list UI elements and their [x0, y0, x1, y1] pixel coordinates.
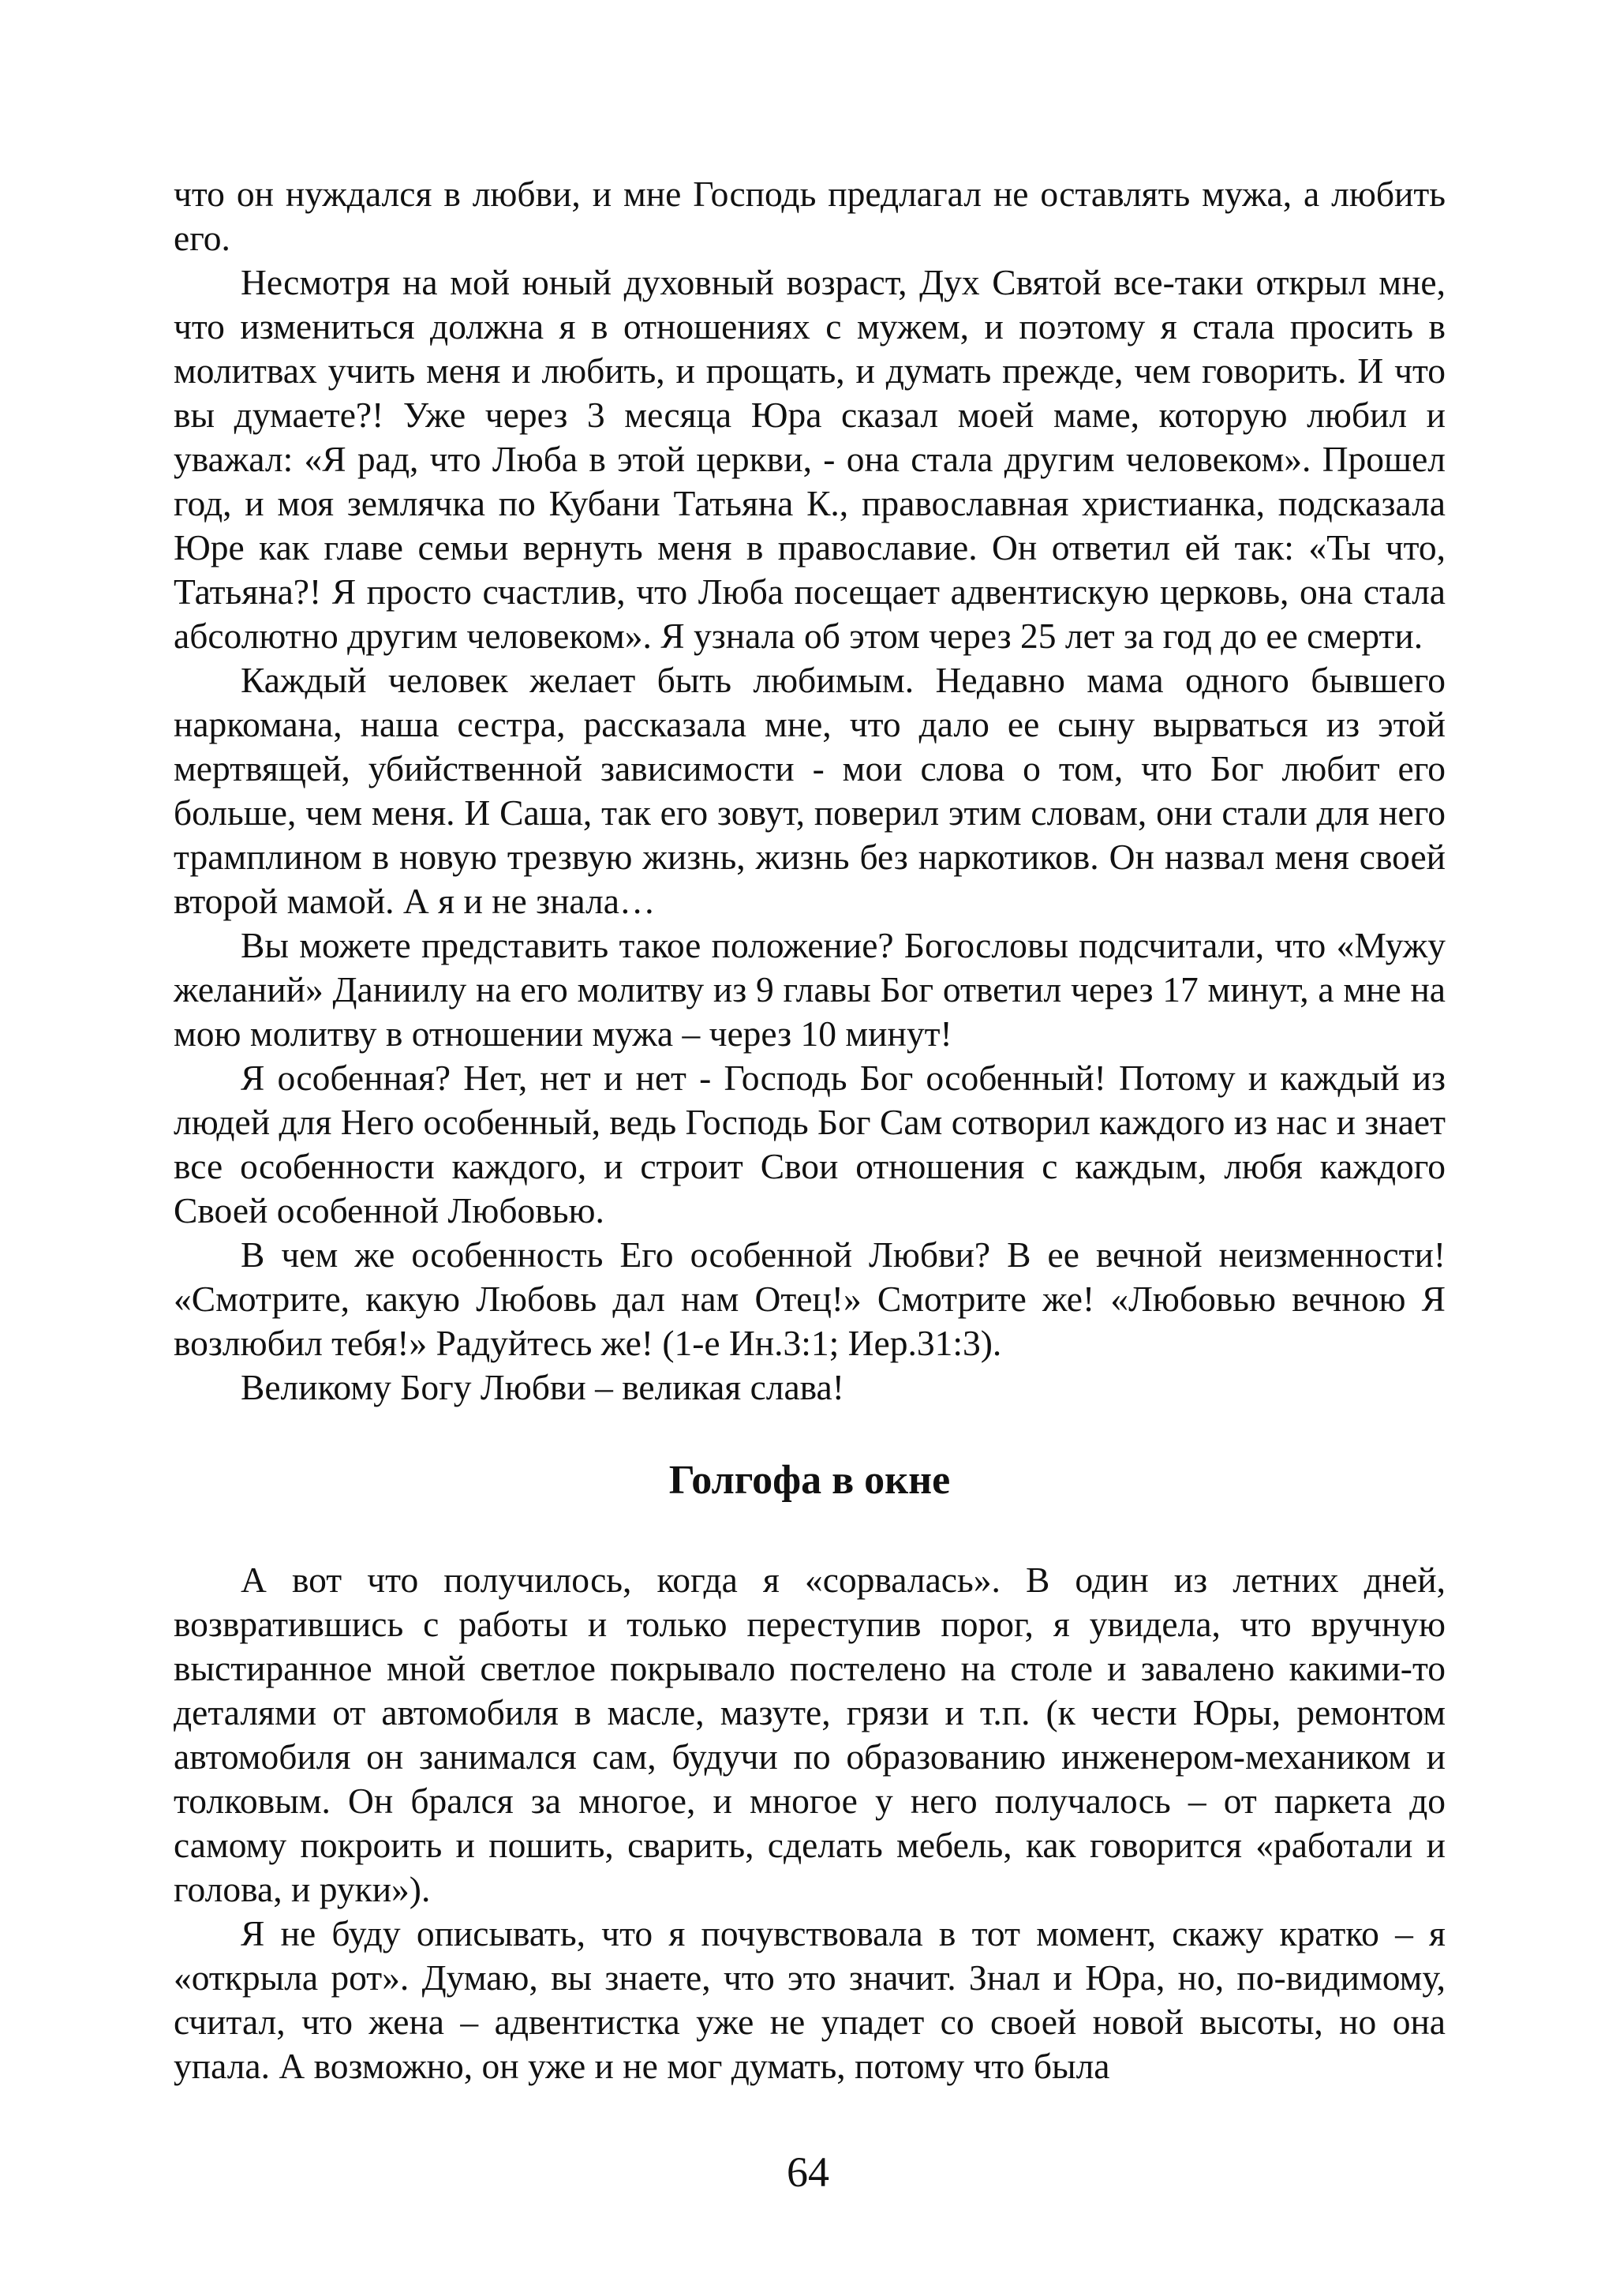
paragraph: Каждый человек желает быть любимым. Недавно мама одного бывшего наркомана, наша сестра, рассказала мне, что дало ее сыну вырваться из этой мертвящей, убийственной зависимости - мои слова о том, что Бог любит его больше, чем меня. И Саша, так его зовут, поверил этим словам, они стали для него трамплином в новую трезвую жизнь, жизнь без наркотиков. Он назвал меня своей второй мамой. А я и не знала… [174, 660, 1446, 921]
section-title: Голгофа в окне [668, 1458, 951, 1503]
page-body [174, 172, 1446, 2088]
paragraph: Я не буду описывать, что я почувствовала в тот момент, скажу кратко – я «открыла рот». Думаю, вы знаете, что это значит. Знал и Юра, но, по-видимому, считал, что жена – адвентистка уже не упадет со своей новой высоты, но она упала. А возможно, он уже и не мог думать, потому что была [174, 1913, 1446, 2086]
paragraph: Вы можете представить такое положение? Богословы подсчитали, что «Мужу желаний» Даниилу на его молитву из 9 главы Бог ответил через 17 минут, а мне на мою молитву в отношении мужа – через 10 минут! [174, 925, 1446, 1054]
paragraph: Несмотря на мой юный духовный возраст, Дух Святой все-таки открыл мне, что измениться должна я в отношениях с мужем, и поэтому я стала просить в молитвах учить меня и любить, и прощать, и думать прежде, чем говорить. И что вы думаете?! Уже через 3 месяца Юра сказал моей маме, которую любил и уважал: «Я рад, что Люба в этой церкви, - она стала другим человеком». Прошел год, и моя землячка по Кубани Татьяна К., православная христианка, подсказала Юре как главе семьи вернуть меня в православие. Он ответил ей так: «Ты что, Татьяна?! Я просто счастлив, что Люба посещает адвентискую церковь, она стала абсолютно другим человеком». Я узнала об этом через 25 лет за год до ее смерти. [174, 262, 1446, 656]
paragraph: Великому Богу Любви – великая слава! [241, 1367, 844, 1407]
paragraph-continued: что он нуждался в любви, и мне Господь предлагал не оставлять мужа, а любить его. [174, 174, 1446, 258]
page-number: 64 [787, 2148, 829, 2196]
paragraph: Я особенная? Нет, нет и нет - Господь Бог особенный! Потому и каждый из людей для Него особенный, ведь Господь Бог Сам сотворил каждого из нас и знает все особенности каждого, и строит Свои отношения с каждым, любя каждого Своей особенной Любовью. [174, 1058, 1446, 1230]
paragraph: А вот что получилось, когда я «сорвалась». В один из летних дней, возвратившись с работы и только переступив порог, я увидела, что вручную выстиранное мной светлое покрывало постелено на столе и завалено какими-то деталями от автомобиля в масле, мазуте, грязи и т.п. (к чести Юры, ремонтом автомобиля он занимался сам, будучи по образованию инженером-механиком и толковым. Он брался за многое, и многое у него получалось – от паркета до самому покроить и пошить, сварить, сделать мебель, как говорится «работали и голова, и руки»). [174, 1560, 1446, 1909]
paragraph: В чем же особенность Его особенной Любви? В ее вечной неизменности! «Смотрите, какую Любовь дал нам Отец!» Смотрите же! «Любовью вечною Я возлюбил тебя!» Радуйтесь же! (1-е Ин.3:1; Иер.31:3). [174, 1234, 1446, 1363]
